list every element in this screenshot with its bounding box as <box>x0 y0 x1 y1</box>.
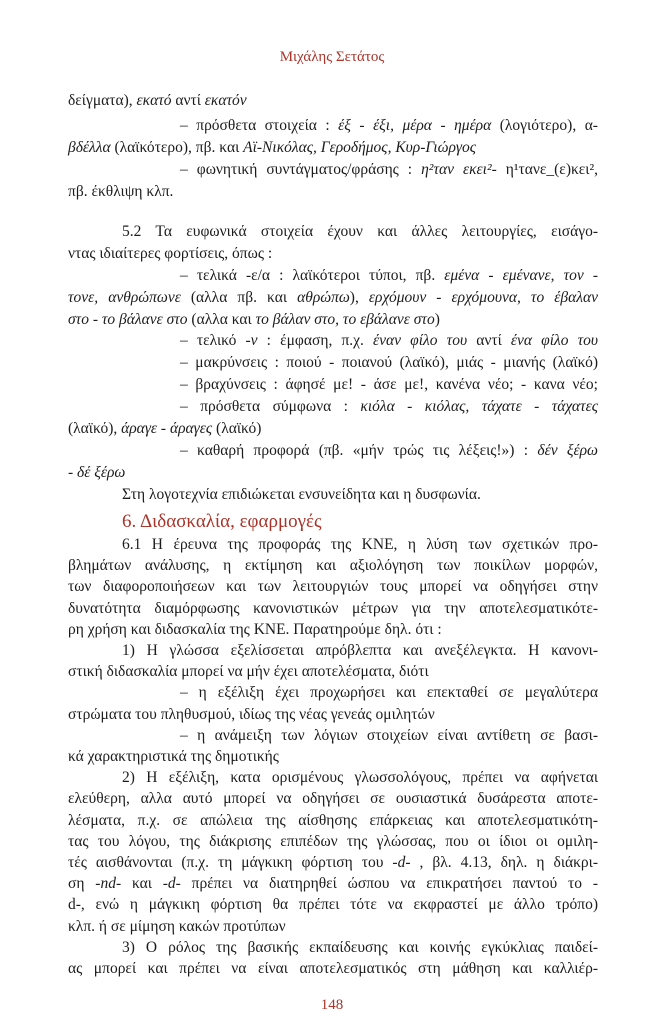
text-line <box>122 221 598 243</box>
text-run: λέσματα, π.χ. σε απώλεια της αίσθησης επάρκειας και αποτελεσματικότη- <box>68 812 598 829</box>
text-run: ), <box>349 289 369 306</box>
text-run: 3) Ο ρόλος της βασικής εκπαίδευσης και κοινής εγκύκλιας παιδεί- <box>122 939 598 956</box>
italic-term: άραγε - άραγες <box>121 420 213 437</box>
text-line <box>180 330 598 352</box>
text-line <box>180 440 598 462</box>
text-line <box>180 115 598 137</box>
text-line <box>68 831 598 853</box>
italic-term: ερχόμουν - ερχόμουνα, το έβαλαν <box>368 289 598 306</box>
text-run: στρώματα του πληθυσμού, ιδίως της νέας γενεάς ομιλητών <box>68 706 435 723</box>
text-run: , βλ. 4.13, δηλ. η διάκρι- <box>410 854 598 871</box>
text-run: – βραχύνσεις : άφησέ με! - άσε με!, κανένα νέο; - κανα νέο; <box>180 376 598 393</box>
text-run: κλπ. ή σε μίμηση κακών προτύπων <box>68 918 286 935</box>
text-run: αντί <box>467 332 511 349</box>
text-run: 1) Η γλώσσα εξελίσσεται απρόβλεπτα και ανεξέλεγκτα. Η κανονι- <box>122 642 598 659</box>
text-line <box>122 767 598 789</box>
text-run: δείγματα), <box>68 92 137 109</box>
text-run: ρη χρήση και διδασκαλία της ΚΝΕ. Παρατηρούμε δηλ. ότι : <box>68 621 442 638</box>
text-line <box>68 958 598 980</box>
text-line <box>68 746 598 768</box>
text-run: (αλλα πβ. και <box>180 289 298 306</box>
italic-term: τονε, ανθρώπωνε <box>68 289 181 306</box>
text-run: – πρόσθετα στοιχεία : <box>180 117 339 134</box>
text-line <box>122 484 598 506</box>
text-run: d-, ενώ η μάγκικη φόρτιση θα πρέπει τότε να εκφραστεί με άλλο τρόπο) <box>68 896 598 913</box>
text-run: – καθαρή προφορά (πβ. «μήν τρώς τις λέξεις!») : <box>180 442 538 459</box>
italic-term: -nd- <box>95 875 122 892</box>
text-line <box>180 352 598 374</box>
text-run: ελεύθερη, αλλα αυτό μπορεί να οδηγήσει σε ουσιαστικά δυσάρεστα αποτε- <box>68 790 598 807</box>
italic-term: έναν φίλο του <box>373 332 468 349</box>
text-run: τές αισθάνονται (π.χ. τη μάγκικη φόρτιση του <box>68 854 393 871</box>
italic-term: κιόλα - κιόλας, τάχατε - τάχατες <box>360 398 598 415</box>
italic-term: το βάλαν στο, το εβάλανε στο <box>255 311 435 328</box>
italic-term: έξ - έξι, μέρα - ημέρα <box>338 117 492 134</box>
italic-term: εκατό <box>136 92 172 109</box>
text-run: ντας ιδιαίτερες φορτίσεις, όπως : <box>68 245 273 262</box>
text-run: πβ. έκθλιψη κλπ. <box>68 183 174 200</box>
italic-term: εμένα - εμένανε, τον - <box>444 267 598 284</box>
text-run: – φωνητική συντάγματος/φράσης : <box>180 161 422 178</box>
text-run: – πρόσθετα σύμφωνα : <box>180 398 361 415</box>
text-run: - η¹τανε_(ε)κει², <box>491 161 598 178</box>
italic-term: στο - το βάλανε στο <box>68 311 188 328</box>
italic-term: ν <box>250 332 258 349</box>
text-line <box>68 90 598 112</box>
italic-term: - δέ ξέρω <box>68 464 126 481</box>
text-line <box>68 418 598 440</box>
text-line <box>68 309 598 331</box>
text-line <box>68 462 598 484</box>
text-line <box>180 265 598 287</box>
italic-term: η²ταν εκει² <box>421 161 492 178</box>
text-run: Στη λογοτεχνία επιδιώκεται ενσυνείδητα και η δυσφωνία. <box>122 486 481 503</box>
text-run: ση <box>68 875 96 892</box>
text-line <box>68 916 598 938</box>
text-run: 6.1 Η έρευνα της προφοράς της ΚΝΕ, η λύση των σχετικών προ- <box>122 536 598 553</box>
text-line <box>68 894 598 916</box>
text-line <box>122 640 598 662</box>
text-run: πρέπει να διατηρηθεί ώσπου να επικρατήσει παντού το - <box>180 875 598 892</box>
italic-term: βδέλλα <box>68 139 111 156</box>
text-run: ας μπορεί και πρέπει να είναι αποτελεσματικός στη μάθηση και καλλιέρ- <box>68 960 598 977</box>
text-line <box>68 181 598 203</box>
italic-term: -d- <box>392 854 411 871</box>
text-run: 2) Η εξέλιξη, κατα ορισμένους γλωσσολόγους, πρέπει να αφήνεται <box>122 769 598 786</box>
text-line <box>68 661 598 683</box>
text-run: (λαϊκό), <box>68 420 122 437</box>
text-line <box>68 598 598 620</box>
text-line <box>122 937 598 959</box>
section-heading: 6. Διδασκαλία, εφαρμογές <box>122 511 322 532</box>
text-line <box>68 852 598 874</box>
text-line <box>68 619 598 641</box>
text-line <box>122 534 598 556</box>
text-run: – μακρύνσεις : ποιού - ποιανού (λαϊκό), μιάς - μιανής (λαϊκό) <box>180 354 598 371</box>
text-run: – η εξέλιξη έχει προχωρήσει και επεκταθεί σε μεγαλύτερα <box>180 684 598 701</box>
text-run: : έμφαση, π.χ. <box>257 332 374 349</box>
text-run: τας του λόγου, της διάκρισης επιπέδων της γλώσσας, που οι ίδιοι οι ομιλη- <box>68 833 598 850</box>
text-run: των διαφοροποιήσεων και των λειτουργιών τους μπορεί να οδηγήσει στην <box>68 578 598 595</box>
italic-term: Αϊ-Νικόλας, Γεροδήμος, Κυρ-Γιώργος <box>243 139 477 156</box>
text-run: – τελικό - <box>180 332 251 349</box>
text-run: (λογιότερο), α- <box>491 117 598 134</box>
text-run: αντί <box>171 92 205 109</box>
text-line <box>180 159 598 181</box>
italic-term: αθρώπω <box>297 289 350 306</box>
text-line <box>68 788 598 810</box>
text-run: κά χαρακτηριστικά της δημοτικής <box>68 748 279 765</box>
text-line <box>180 396 598 418</box>
text-line <box>180 374 598 396</box>
text-line <box>68 555 598 577</box>
text-line <box>68 873 598 895</box>
text-line <box>68 810 598 832</box>
text-run: 5.2 Τα ευφωνικά στοιχεία έχουν και άλλες λειτουργίες, εισάγο- <box>122 223 598 240</box>
text-run: (αλλα και <box>187 311 256 328</box>
text-line <box>68 576 598 598</box>
italic-term: εκατόν <box>204 92 247 109</box>
text-line <box>68 243 598 265</box>
text-run: (λαϊκό) <box>212 420 262 437</box>
text-run: – η ανάμειξη των λόγιων στοιχείων είναι αντίθετη σε βασι- <box>180 727 598 744</box>
text-run: – τελικά -ε/α : λαϊκότεροι τύποι, πβ. <box>180 267 445 284</box>
page-number: 148 <box>320 997 344 1013</box>
text-run: δυνατότητα διαμόρφωσης κανονιστικών μέτρων για την αποτελεσματικότε- <box>68 600 598 617</box>
text-run: ) <box>434 311 440 328</box>
italic-term: ένα φίλο του <box>510 332 599 349</box>
text-line <box>68 137 598 159</box>
text-run: (λαϊκότερο), πβ. και <box>110 139 244 156</box>
text-run: και <box>121 875 163 892</box>
text-line <box>180 725 598 747</box>
text-line <box>180 682 598 704</box>
italic-term: -d- <box>162 875 181 892</box>
text-run: βλημάτων ανάλυσης, η εκτίμηση και αξιολόγηση των ποικίλων μορφών, <box>68 557 598 574</box>
text-run: στική διδασκαλία μπορεί να μήν έχει αποτελέσματα, διότι <box>68 663 429 680</box>
text-line <box>68 704 598 726</box>
text-line <box>68 287 598 309</box>
running-header: Μιχάλης Σετάτος <box>279 49 385 65</box>
italic-term: δέν ξέρω <box>537 442 598 459</box>
